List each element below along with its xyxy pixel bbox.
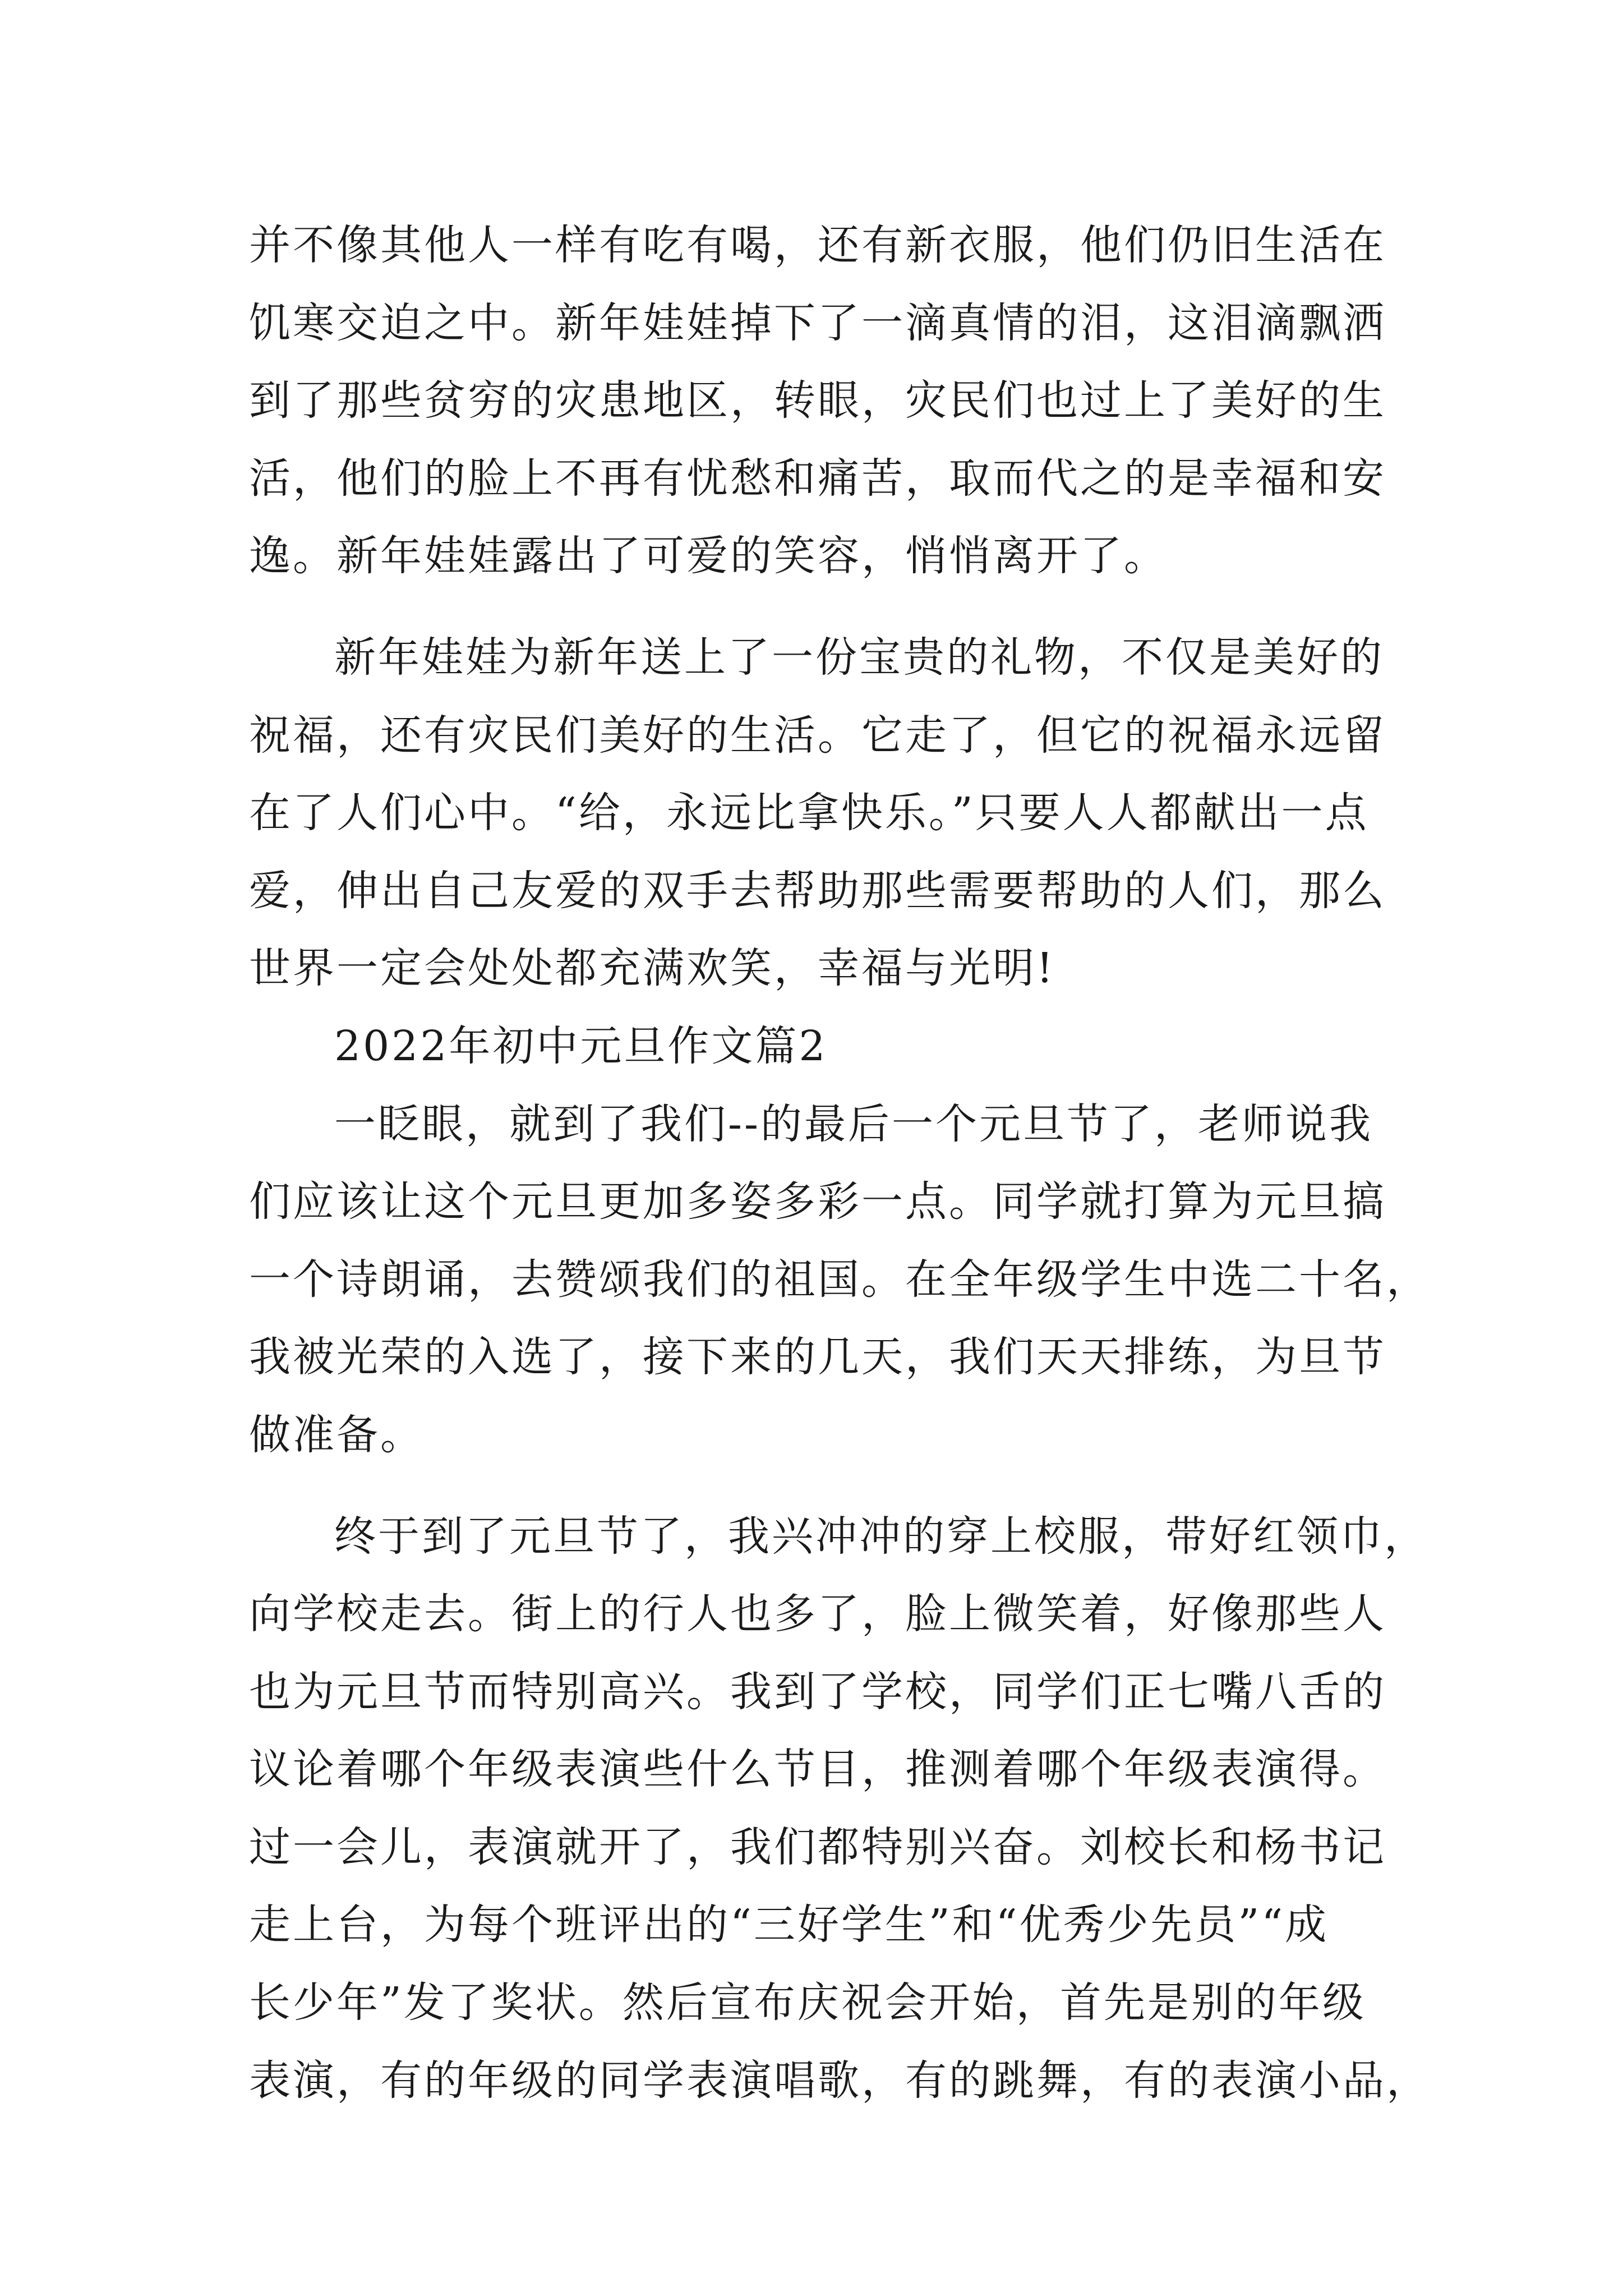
text-line: 我被光荣的入选了，接下来的几天，我们天天排练，为旦节 <box>249 1333 1386 1382</box>
text-line: 并不像其他人一样有吃有喝，还有新衣服，他们仍旧生活在 <box>249 221 1386 269</box>
document-body <box>249 206 1430 2119</box>
paragraph-gap <box>249 595 1387 619</box>
text-line: 世界一定会处处都充满欢笑，幸福与光明! <box>249 944 1055 993</box>
text-line: 爱，伸出自己友爱的双手去帮助那些需要帮助的人们，那么 <box>249 866 1386 915</box>
text-line: 到了那些贫穷的灾患地区，转眼，灾民们也过上了美好的生 <box>249 376 1386 425</box>
text-line: 向学校走去。街上的行人也多了，脸上微笑着，好像那些人 <box>249 1590 1386 1639</box>
text-line: 过一会儿，表演就开了，我们都特别兴奋。刘校长和杨书记 <box>249 1823 1386 1871</box>
section-heading <box>249 1007 1387 1085</box>
text-line: 饥寒交迫之中。新年娃娃掉下了一滴真情的泪，这泪滴飘洒 <box>249 298 1386 347</box>
paragraph <box>249 619 1387 1007</box>
paragraph <box>249 1085 1430 1474</box>
text-line: 活，他们的脸上不再有忧愁和痛苦，取而代之的是幸福和安 <box>249 454 1386 503</box>
text-line: 终于到了元旦节了，我兴冲冲的穿上校服，带好红领巾， <box>334 1512 1428 1561</box>
paragraph <box>249 1498 1430 2120</box>
text-line: 一个诗朗诵，去赞颂我们的祖国。在全年级学生中选二十名， <box>249 1255 1430 1304</box>
text-line: 逸。新年娃娃露出了可爱的笑容，悄悄离开了。 <box>249 532 1168 581</box>
text-line: 表演，有的年级的同学表演唱歌，有的跳舞，有的表演小品， <box>249 2056 1430 2105</box>
heading-line: 2022年初中元旦作文篇2 <box>334 1022 828 1070</box>
text-line: 新年娃娃为新年送上了一份宝贵的礼物，不仅是美好的 <box>334 633 1384 682</box>
paragraph <box>249 206 1387 595</box>
text-line: 们应该让这个元旦更加多姿多彩一点。同学就打算为元旦搞 <box>249 1177 1386 1226</box>
text-line: 在了人们心中。“给，永远比拿快乐。”只要人人都献出一点 <box>249 789 1369 838</box>
text-line: 也为元旦节而特别高兴。我到了学校，同学们正七嘴八舌的 <box>249 1667 1386 1716</box>
text-line: 一眨眼，就到了我们--的最后一个元旦节了，老师说我 <box>334 1099 1373 1148</box>
text-line: 做准备。 <box>249 1410 424 1459</box>
paragraph-gap <box>249 1474 1387 1498</box>
text-line: 祝福，还有灾民们美好的生活。它走了，但它的祝福永远留 <box>249 711 1386 760</box>
text-line: 长少年”发了奖状。然后宣布庆祝会开始，首先是别的年级 <box>249 1978 1366 2027</box>
text-line: 议论着哪个年级表演些什么节目，推测着哪个年级表演得。 <box>249 1745 1386 1794</box>
text-line: 走上台，为每个班评出的“三好学生”和“优秀少先员”“成 <box>249 1901 1329 1949</box>
